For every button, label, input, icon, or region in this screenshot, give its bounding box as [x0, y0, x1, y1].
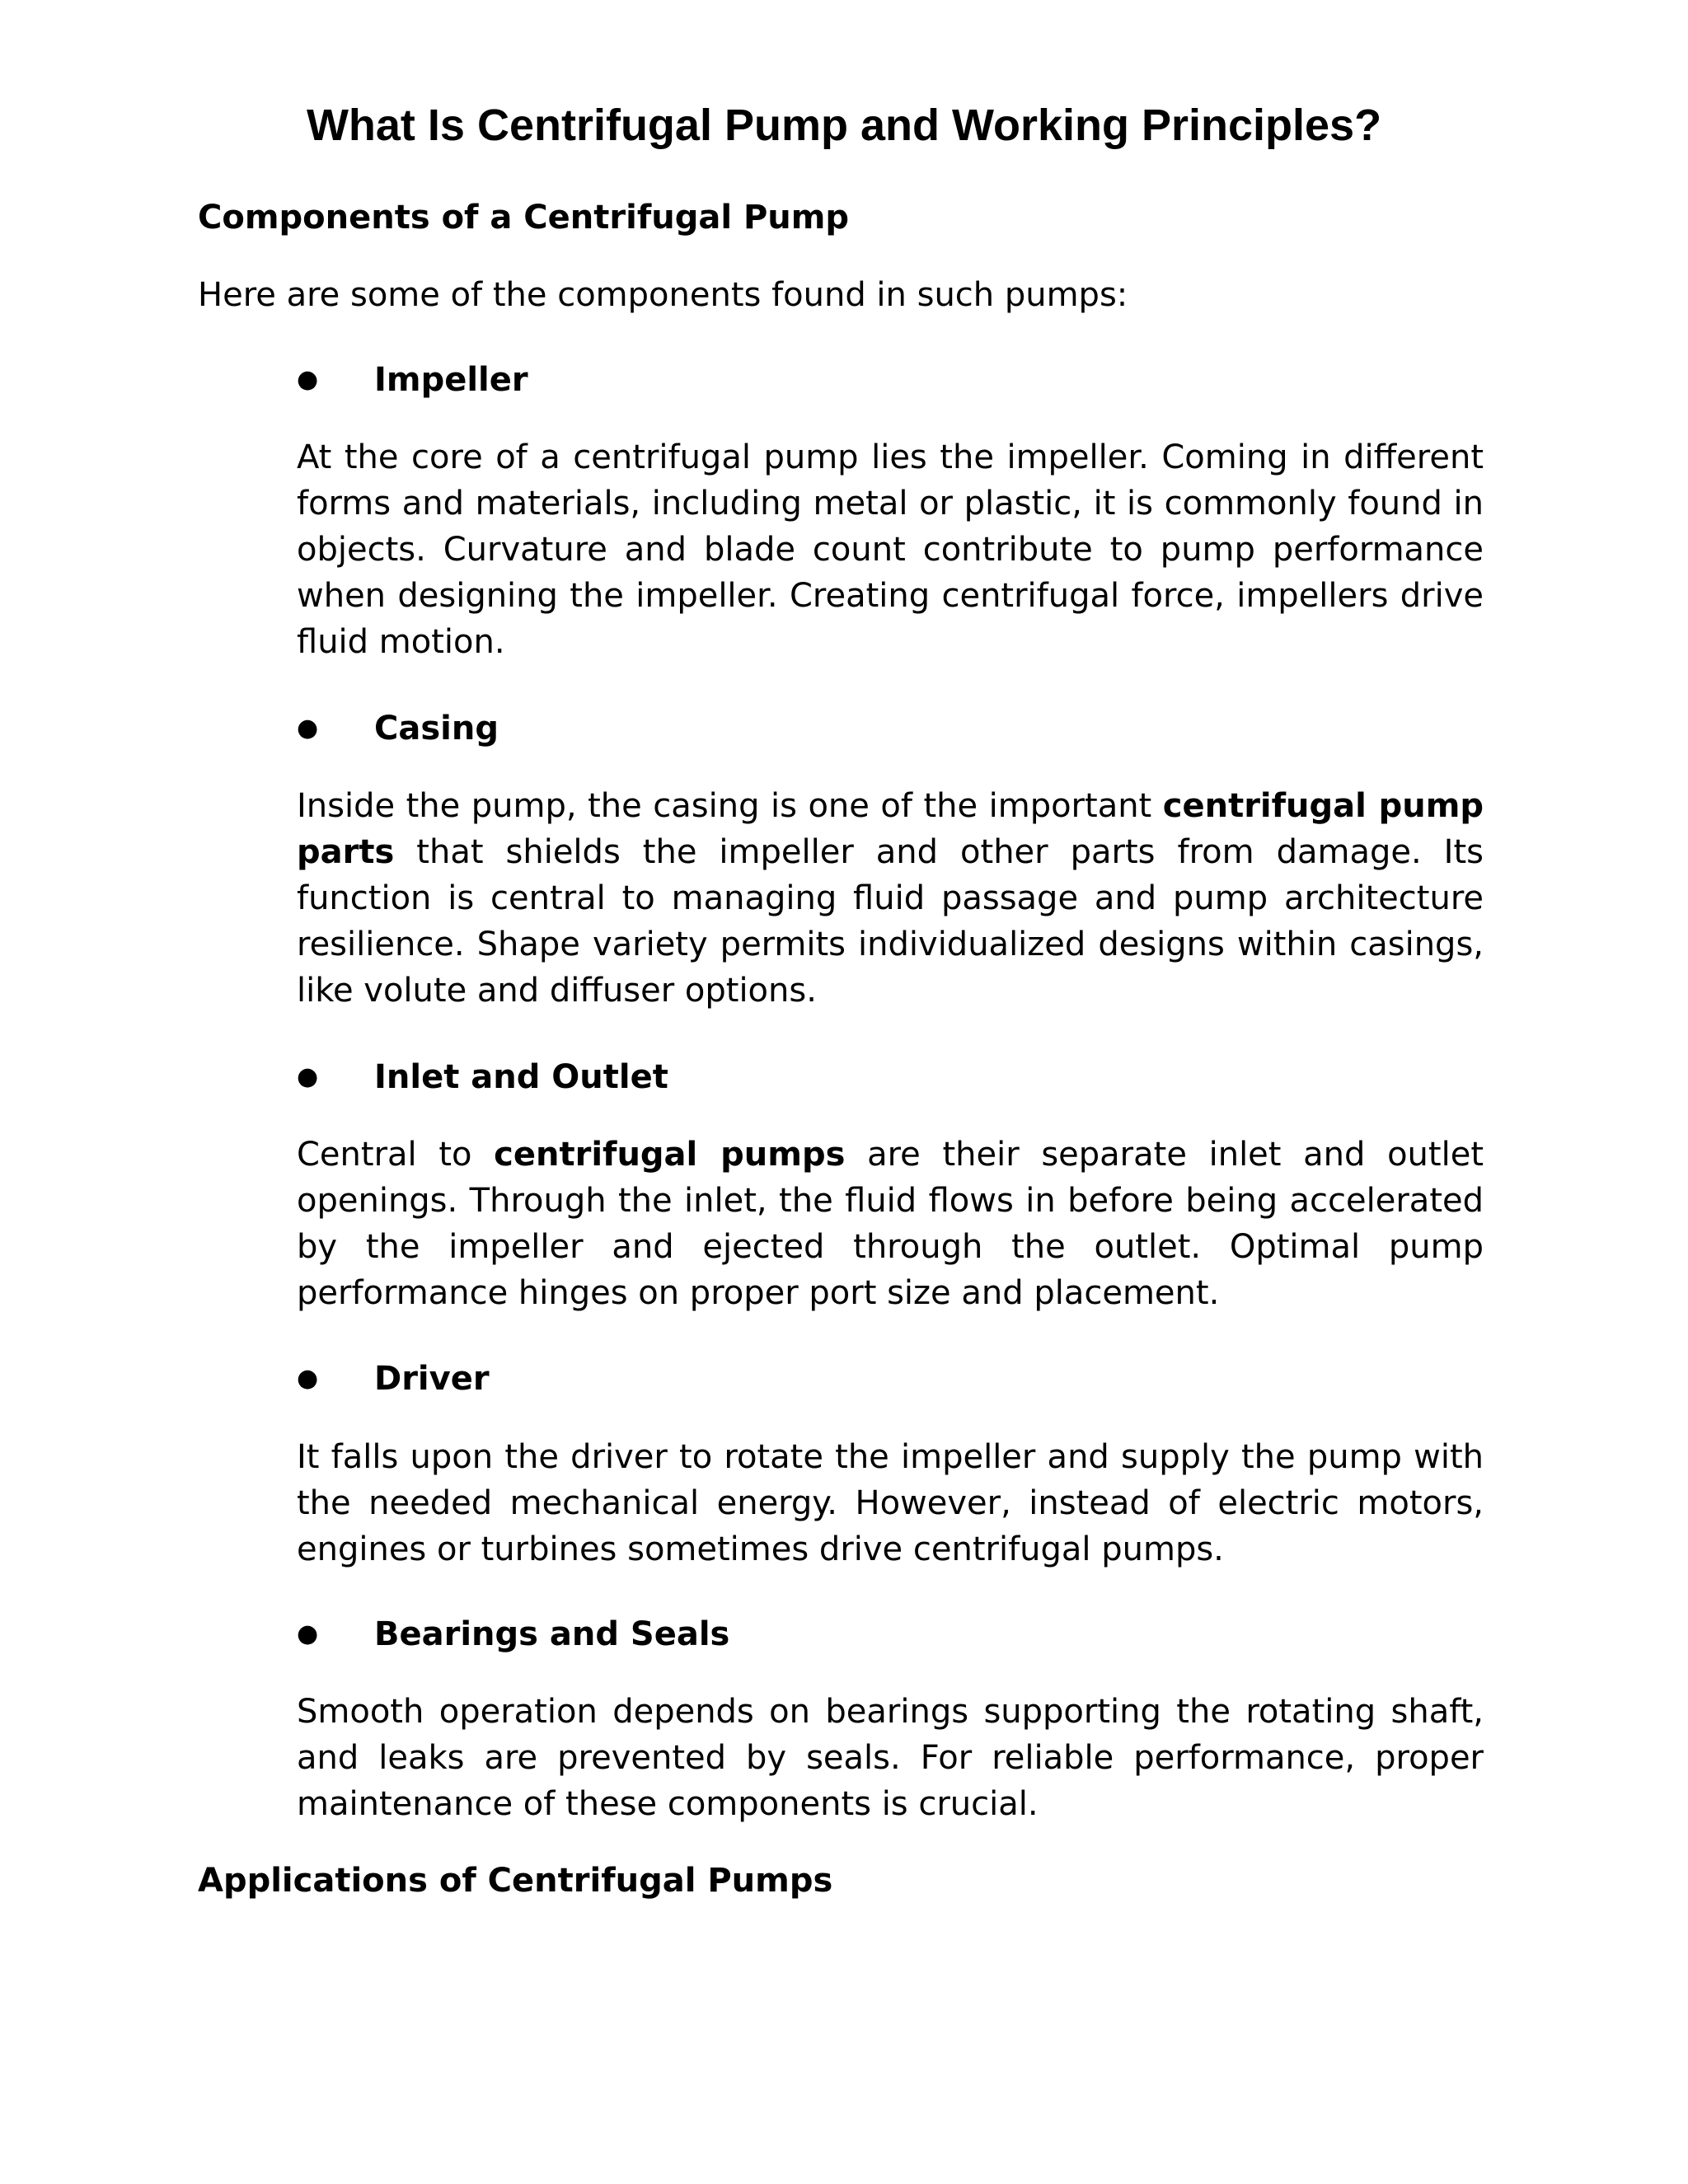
paragraph-casing [297, 783, 1484, 1014]
page-title: What Is Centrifugal Pump and Working Principles? [306, 101, 1382, 150]
paragraph-impeller: At the core of a centrifugal pump lies the impeller. Coming in different forms and materials, including metal or plastic, it is commonly found in objects. Curvature and blade count contribute to pump performance when designing the impeller. Creating centrifugal force, impellers drive fluid motion. [297, 438, 1484, 661]
bullet-icon: ● [297, 1062, 319, 1091]
paragraph-casing-text-rest: that shields the impeller and other parts from damage. Its function is central to managing fluid passage and pump architecture resilience. Shape variety permits individualized designs within casings, like volute and diffuser options. [297, 833, 1484, 1010]
bullet-icon: ● [297, 365, 319, 394]
paragraph-inlet-outlet-text: Central to [297, 1136, 495, 1174]
paragraph-inlet-outlet-text-rest: are their separate inlet and outlet openings. Through the inlet, the fluid flows in before being accelerated by the impeller and ejected through the outlet. Optimal pump performance hinges on proper port size and placement. [297, 1136, 1484, 1312]
bullet-icon: ● [297, 1364, 319, 1393]
section-heading-components: Components of a Centrifugal Pump [198, 199, 850, 237]
item-title-driver: Driver [374, 1360, 490, 1398]
bullet-icon: ● [297, 1619, 319, 1648]
item-title-casing: Casing [374, 710, 499, 748]
keyword-centrifugal-pump-parts: centrifugal pump parts [297, 787, 1484, 871]
paragraph-driver: It falls upon the driver to rotate the impeller and supply the pump with the needed mechanical energy. However, instead of electric motors, engines or turbines sometimes drive centrifugal pumps. [297, 1438, 1484, 1568]
item-title-impeller: Impeller [374, 361, 528, 399]
intro-paragraph: Here are some of the components found in such pumps: [198, 276, 1128, 314]
item-title-inlet-outlet: Inlet and Outlet [374, 1058, 668, 1096]
section-heading-applications: Applications of Centrifugal Pumps [198, 1862, 833, 1900]
paragraph-inlet-outlet [297, 1132, 1484, 1316]
paragraph-casing-text: Inside the pump, the casing is one of the important [297, 787, 1163, 825]
keyword-centrifugal-pumps: centrifugal pumps [494, 1136, 846, 1174]
bullet-icon: ● [297, 714, 319, 743]
item-title-bearings-seals: Bearings and Seals [374, 1615, 730, 1653]
paragraph-bearings-seals: Smooth operation depends on bearings supporting the rotating shaft, and leaks are prevented by seals. For reliable performance, proper maintenance of these components is crucial. [297, 1693, 1484, 1823]
